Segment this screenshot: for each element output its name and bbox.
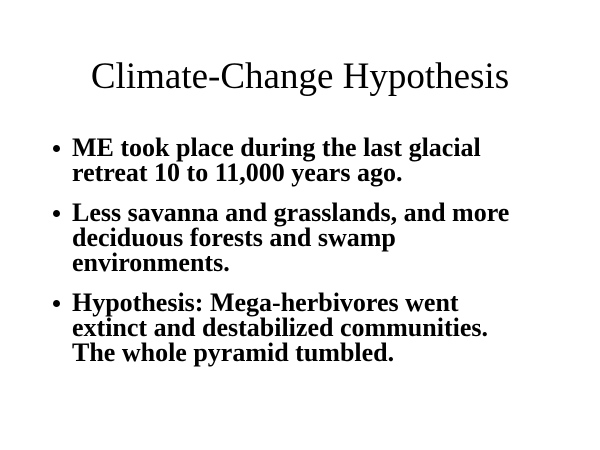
- bullet-text: ME took place during the last glacial retreat 10 to 11,000 years ago.: [72, 133, 481, 187]
- bullet-text: Hypothesis: Mega-herbivores went extinct and destabilized communities. The whole pyramid tumbled.: [72, 288, 488, 367]
- bullet-icon: [53, 300, 60, 307]
- list-item: [52, 290, 538, 365]
- bullet-icon: [53, 145, 60, 152]
- bullet-icon: [53, 210, 60, 217]
- bullet-text: Less savanna and grasslands, and more deciduous forests and swamp environments.: [72, 198, 510, 277]
- list-item: [52, 135, 538, 185]
- bullet-list: [52, 135, 538, 380]
- list-item: [52, 200, 538, 275]
- slide-title: Climate-Change Hypothesis: [90, 56, 510, 97]
